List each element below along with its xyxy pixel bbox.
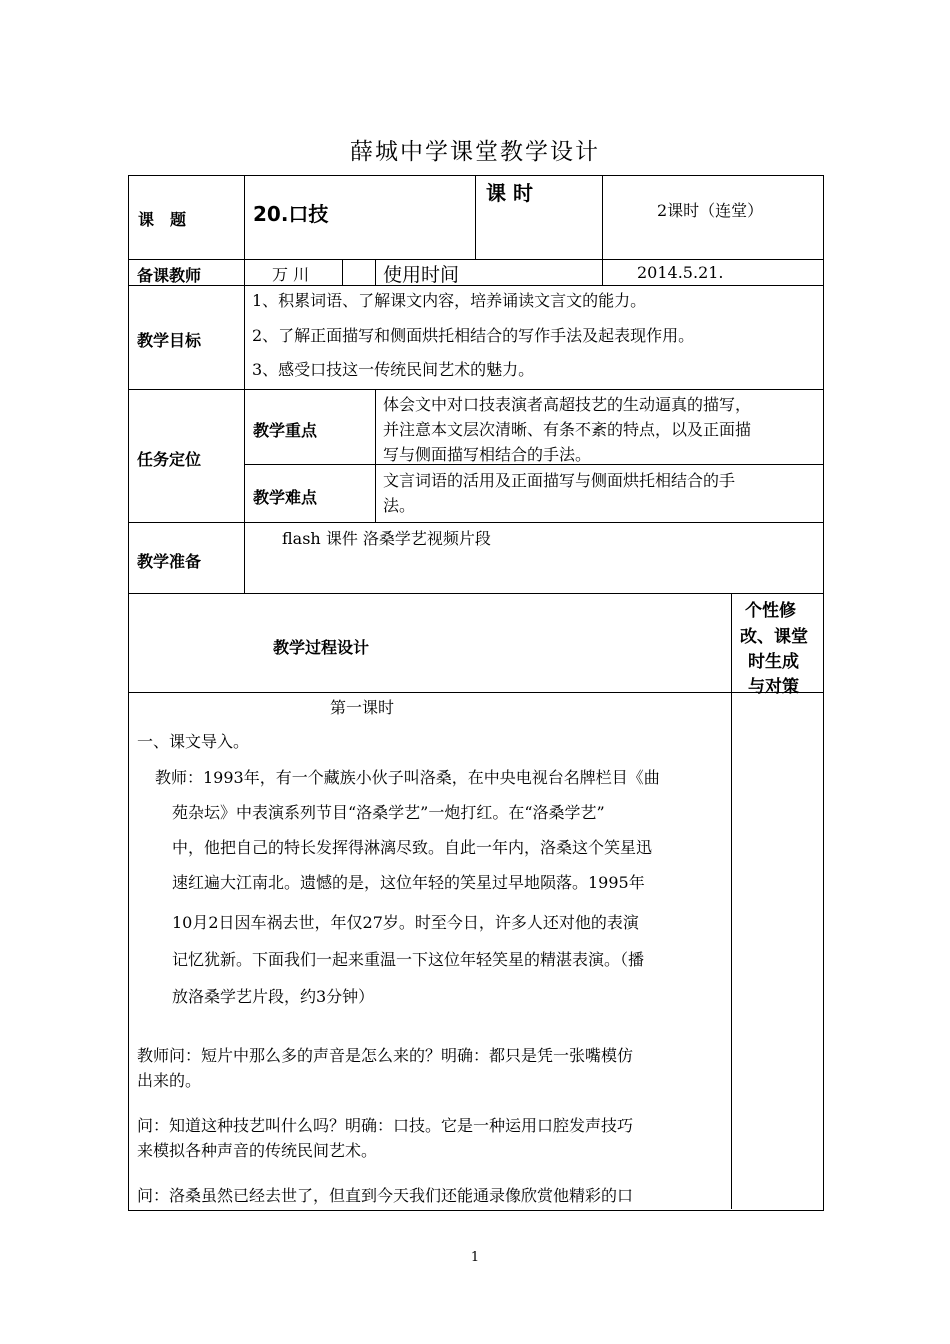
key-point-label: 教学重点 — [253, 421, 318, 440]
intro-line: 速红遍大江南北。遗憾的是，这位年轻的笑星过早地陨落。1995年 — [172, 873, 645, 892]
lesson-title: 第一课时 — [330, 698, 395, 717]
teacher-label: 备课教师 — [137, 266, 202, 285]
difficult-point-text: 文言词语的活用及正面描写与侧面烘托相结合的手 — [383, 471, 736, 490]
side-notes-label: 与对策 — [748, 677, 799, 697]
section-heading: 一、课文导入。 — [137, 732, 250, 751]
row-divider — [128, 285, 823, 286]
date-value: 2014.5.21. — [637, 263, 724, 282]
intro-line: 记忆犹新。下面我们一起来重温一下这位年轻笑星的精湛表演。（播 — [172, 950, 645, 969]
qa-line: 来模拟各种声音的传统民间艺术。 — [137, 1141, 378, 1160]
qa-line: 问：洛桑虽然已经去世了，但直到今天我们还能通录像欣赏他精彩的口 — [137, 1186, 634, 1205]
row-divider — [128, 259, 823, 260]
topic-label: 课 题 — [138, 210, 187, 229]
qa-line: 教师问：短片中那么多的声音是怎么来的？明确：都只是凭一张嘴模仿 — [137, 1046, 634, 1065]
side-notes-label: 时生成 — [748, 652, 799, 672]
goals-label: 教学目标 — [137, 331, 202, 350]
task-label: 任务定位 — [137, 450, 202, 469]
intro-line: 中，他把自己的特长发挥得淋漓尽致。自此一年内，洛桑这个笑星迅 — [172, 838, 653, 857]
row-divider — [128, 389, 823, 390]
prep-value: flash 课件 洛桑学艺视频片段 — [282, 529, 491, 548]
intro-line: 10月2日因车祸去世，年仅27岁。时至今日，许多人还对他的表演 — [172, 913, 639, 932]
hours-value: 2课时（连堂） — [657, 201, 764, 220]
qa-line: 出来的。 — [137, 1071, 202, 1090]
page-number: 1 — [470, 1250, 480, 1265]
hours-label: 课 时 — [486, 181, 533, 205]
qa-line: 问：知道这种技艺叫什么吗？明确：口技。它是一种运用口腔发声技巧 — [137, 1116, 634, 1135]
side-notes-label: 个性修 — [745, 601, 796, 621]
column-divider — [244, 175, 245, 593]
key-point-text: 并注意本文层次清晰、有条不紊的特点，以及正面描 — [383, 420, 752, 439]
topic-value: 20.口技 — [253, 202, 329, 226]
column-divider — [375, 389, 376, 522]
intro-line: 放洛桑学艺片段，约3分钟） — [172, 987, 375, 1006]
difficult-point-label: 教学难点 — [253, 488, 318, 507]
goal-item: 1、积累词语、了解课文内容，培养诵读文言文的能力。 — [252, 291, 647, 310]
goal-item: 3、感受口技这一传统民间艺术的魅力。 — [252, 360, 535, 379]
column-divider — [342, 259, 343, 285]
row-divider — [128, 522, 823, 523]
intro-line: 教师：1993年，有一个藏族小伙子叫洛桑，在中央电视台名牌栏目《曲 — [155, 768, 660, 787]
goal-item: 2、了解正面描写和侧面烘托相结合的写作手法及起表现作用。 — [252, 326, 695, 345]
row-divider — [128, 593, 823, 594]
process-label: 教学过程设计 — [273, 638, 370, 657]
key-point-text: 写与侧面描写相结合的手法。 — [383, 445, 592, 464]
prep-label: 教学准备 — [137, 552, 202, 571]
date-label: 使用时间 — [383, 264, 460, 286]
column-divider — [475, 175, 476, 259]
column-divider — [375, 259, 376, 285]
side-notes-label: 改、课堂 — [740, 627, 808, 647]
column-divider — [731, 593, 732, 1209]
row-divider — [128, 692, 823, 693]
key-point-text: 体会文中对口技表演者高超技艺的生动逼真的描写， — [383, 395, 752, 414]
difficult-point-text: 法。 — [383, 496, 416, 515]
intro-line: 苑杂坛》中表演系列节目“洛桑学艺”一炮打红。在“洛桑学艺” — [172, 803, 605, 822]
teacher-value: 万 川 — [272, 265, 310, 284]
document-title: 薛城中学课堂教学设计 — [350, 139, 600, 165]
column-divider — [602, 175, 603, 285]
